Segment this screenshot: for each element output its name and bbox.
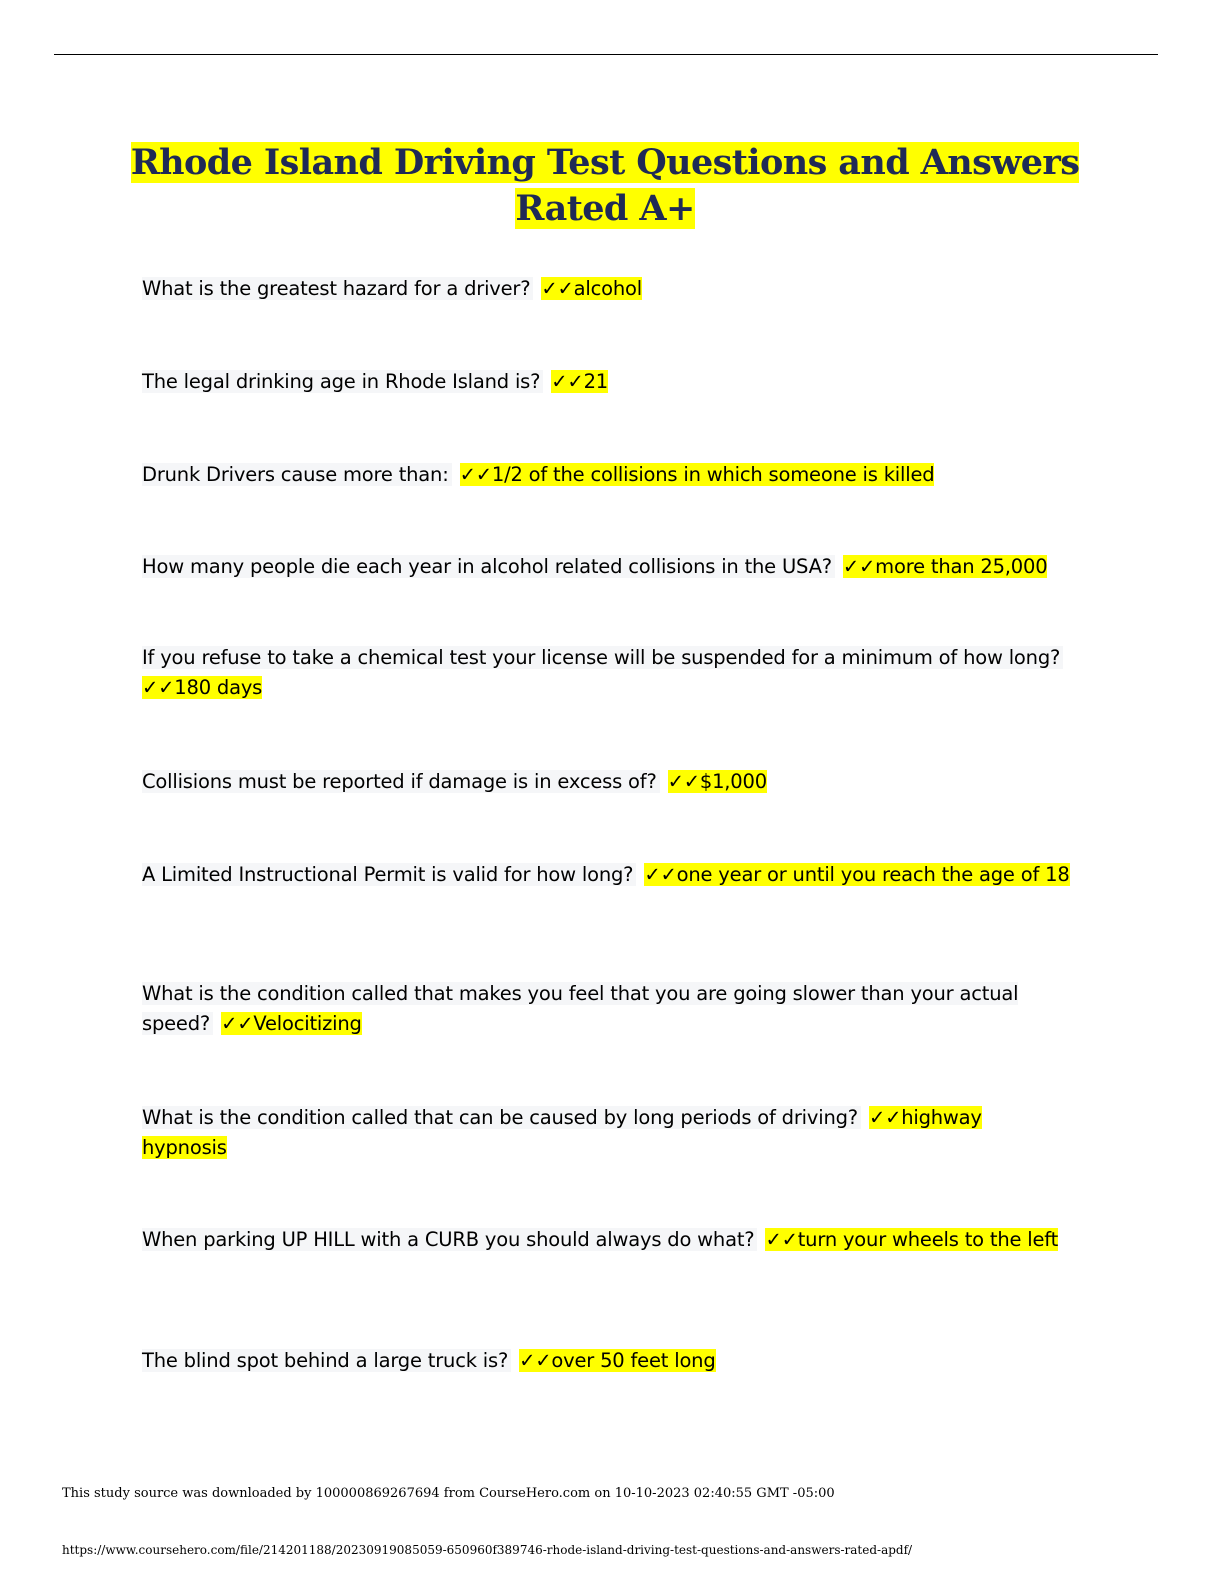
answer-text: 1/2 of the collisions in which someone is killed: [491, 463, 935, 486]
answer-text: over 50 feet long: [551, 1349, 716, 1372]
check-mark-icon: ✓✓: [868, 1106, 902, 1129]
answer-text: 21: [583, 370, 608, 393]
question-text: A Limited Instructional Permit is valid for how long?: [142, 863, 636, 886]
answer-text: turn your wheels to the left: [797, 1228, 1059, 1251]
footer-source-line: This study source was downloaded by 100000869267694 from CourseHero.com on 10-10-2023 02:40:55 GMT -05:00: [62, 1486, 835, 1501]
footer-url: https://www.coursehero.com/file/214201188/20230919085059-650960f389746-rhode-island-driving-test-questions-and-answers-rated-apdf/: [62, 1543, 913, 1557]
answer-text: Velocitizing: [253, 1012, 362, 1035]
answer-text: more than 25,000: [875, 555, 1048, 578]
question-text: If you refuse to take a chemical test your license will be suspended for a minimum of how long?: [142, 646, 1063, 669]
question-text: When parking UP HILL with a CURB you should always do what?: [142, 1228, 757, 1251]
check-mark-icon: ✓✓: [644, 863, 677, 886]
qa-item-3: [142, 460, 1072, 490]
check-mark-icon: ✓✓: [459, 463, 492, 486]
question-text: What is the greatest hazard for a driver?: [142, 277, 533, 300]
document-title-text: Rhode Island Driving Test Questions and Answers Rated A+: [130, 142, 1080, 229]
check-mark-icon: ✓✓: [551, 370, 584, 393]
check-mark-icon: ✓✓: [142, 676, 175, 699]
qa-item-7: [142, 860, 1072, 890]
question-text: The legal drinking age in Rhode Island is?: [142, 370, 543, 393]
qa-item-2: [142, 367, 1072, 397]
answer-text: 180 days: [174, 676, 263, 699]
qa-item-6: [142, 767, 1072, 797]
answer-text: $1,000: [699, 770, 767, 793]
check-mark-icon: ✓✓: [765, 1228, 798, 1251]
top-rule: [54, 54, 1158, 55]
question-text: How many people die each year in alcohol related collisions in the USA?: [142, 555, 835, 578]
question-text: Drunk Drivers cause more than:: [142, 463, 452, 486]
answer-text: highway hypnosis: [142, 1106, 982, 1159]
qa-item-5: [142, 643, 1072, 703]
document-title: [120, 140, 1090, 232]
question-text: Collisions must be reported if damage is in excess of?: [142, 770, 660, 793]
check-mark-icon: ✓✓: [519, 1349, 552, 1372]
qa-item-9: [142, 1103, 1072, 1163]
qa-item-4: [142, 552, 1072, 582]
question-text: The blind spot behind a large truck is?: [142, 1349, 511, 1372]
qa-item-11: [142, 1346, 1072, 1376]
answer-text: one year or until you reach the age of 18: [676, 863, 1070, 886]
answer-text: alcohol: [573, 277, 642, 300]
check-mark-icon: ✓✓: [667, 770, 700, 793]
question-text: What is the condition called that can be caused by long periods of driving?: [142, 1106, 861, 1129]
check-mark-icon: ✓✓: [842, 555, 876, 578]
qa-item-10: [142, 1225, 1072, 1255]
check-mark-icon: ✓✓: [221, 1012, 254, 1035]
qa-item-1: [142, 274, 1072, 304]
question-text: What is the condition called that makes you feel that you are going slower than your actual speed?: [142, 982, 1019, 1035]
qa-item-8: [142, 979, 1072, 1039]
check-mark-icon: ✓✓: [541, 277, 574, 300]
